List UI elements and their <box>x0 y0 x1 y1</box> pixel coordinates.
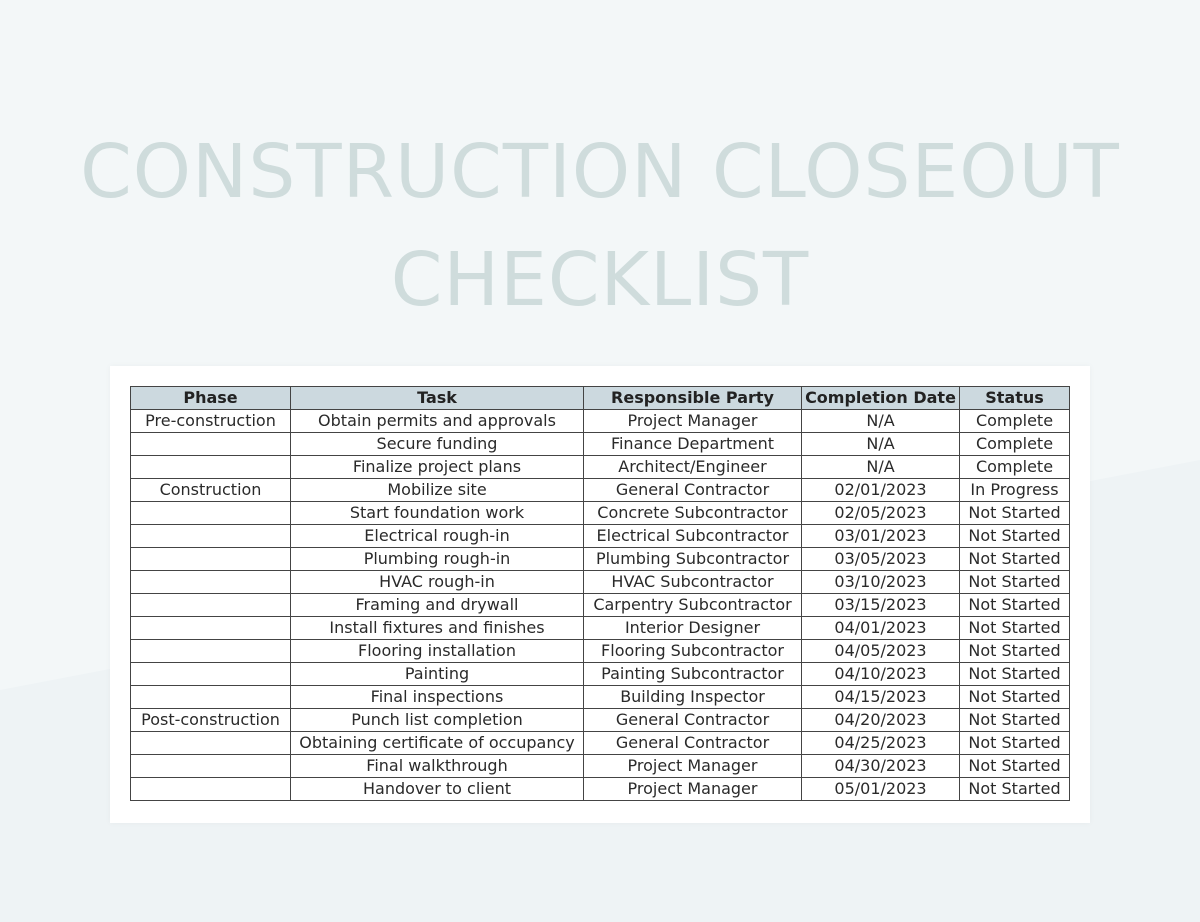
cell-phase <box>131 640 291 663</box>
cell-responsible-party: HVAC Subcontractor <box>584 571 802 594</box>
column-header-status: Status <box>960 387 1070 410</box>
cell-responsible-party: Plumbing Subcontractor <box>584 548 802 571</box>
cell-status: Complete <box>960 433 1070 456</box>
cell-responsible-party: General Contractor <box>584 709 802 732</box>
cell-task: HVAC rough-in <box>291 571 584 594</box>
cell-status: In Progress <box>960 479 1070 502</box>
cell-task: Handover to client <box>291 778 584 801</box>
cell-responsible-party: Electrical Subcontractor <box>584 525 802 548</box>
cell-task: Install fixtures and finishes <box>291 617 584 640</box>
cell-phase <box>131 433 291 456</box>
cell-task: Electrical rough-in <box>291 525 584 548</box>
cell-status: Not Started <box>960 571 1070 594</box>
cell-status: Not Started <box>960 502 1070 525</box>
cell-task: Secure funding <box>291 433 584 456</box>
cell-phase <box>131 686 291 709</box>
cell-task: Flooring installation <box>291 640 584 663</box>
table-row <box>131 686 1070 709</box>
cell-task: Mobilize site <box>291 479 584 502</box>
column-header-completion-date: Completion Date <box>802 387 960 410</box>
cell-completion-date: 03/05/2023 <box>802 548 960 571</box>
cell-status: Not Started <box>960 663 1070 686</box>
cell-task: Punch list completion <box>291 709 584 732</box>
cell-status: Not Started <box>960 548 1070 571</box>
cell-responsible-party: Flooring Subcontractor <box>584 640 802 663</box>
cell-task: Painting <box>291 663 584 686</box>
cell-phase <box>131 502 291 525</box>
cell-phase <box>131 778 291 801</box>
table-row <box>131 663 1070 686</box>
cell-phase <box>131 732 291 755</box>
cell-phase: Post-construction <box>131 709 291 732</box>
table-row <box>131 755 1070 778</box>
cell-completion-date: 05/01/2023 <box>802 778 960 801</box>
cell-phase <box>131 548 291 571</box>
cell-responsible-party: Interior Designer <box>584 617 802 640</box>
cell-phase <box>131 456 291 479</box>
table-row <box>131 502 1070 525</box>
cell-completion-date: 04/20/2023 <box>802 709 960 732</box>
cell-completion-date: 02/05/2023 <box>802 502 960 525</box>
table-row <box>131 433 1070 456</box>
cell-task: Obtaining certificate of occupancy <box>291 732 584 755</box>
table-row <box>131 525 1070 548</box>
cell-status: Complete <box>960 456 1070 479</box>
table-row <box>131 640 1070 663</box>
cell-phase: Construction <box>131 479 291 502</box>
table-row <box>131 594 1070 617</box>
table-row <box>131 548 1070 571</box>
cell-status: Not Started <box>960 732 1070 755</box>
cell-responsible-party: Project Manager <box>584 778 802 801</box>
column-header-task: Task <box>291 387 584 410</box>
cell-phase <box>131 755 291 778</box>
table-row <box>131 617 1070 640</box>
cell-completion-date: N/A <box>802 456 960 479</box>
cell-completion-date: 04/25/2023 <box>802 732 960 755</box>
cell-responsible-party: General Contractor <box>584 732 802 755</box>
cell-responsible-party: Carpentry Subcontractor <box>584 594 802 617</box>
cell-responsible-party: Project Manager <box>584 755 802 778</box>
cell-phase <box>131 617 291 640</box>
cell-phase <box>131 663 291 686</box>
table-row <box>131 709 1070 732</box>
cell-task: Obtain permits and approvals <box>291 410 584 433</box>
cell-task: Plumbing rough-in <box>291 548 584 571</box>
table-body <box>131 410 1070 801</box>
cell-completion-date: 04/05/2023 <box>802 640 960 663</box>
cell-responsible-party: General Contractor <box>584 479 802 502</box>
table-row <box>131 410 1070 433</box>
cell-status: Not Started <box>960 709 1070 732</box>
column-header-responsible-party: Responsible Party <box>584 387 802 410</box>
cell-phase <box>131 594 291 617</box>
cell-status: Not Started <box>960 686 1070 709</box>
cell-phase: Pre-construction <box>131 410 291 433</box>
table-header-row <box>131 387 1070 410</box>
cell-status: Not Started <box>960 778 1070 801</box>
cell-status: Complete <box>960 410 1070 433</box>
checklist-card <box>110 366 1090 823</box>
cell-completion-date: N/A <box>802 433 960 456</box>
cell-phase <box>131 525 291 548</box>
cell-completion-date: 03/01/2023 <box>802 525 960 548</box>
cell-responsible-party: Project Manager <box>584 410 802 433</box>
table-row <box>131 778 1070 801</box>
cell-responsible-party: Concrete Subcontractor <box>584 502 802 525</box>
cell-completion-date: 04/01/2023 <box>802 617 960 640</box>
cell-completion-date: 04/15/2023 <box>802 686 960 709</box>
cell-completion-date: 04/10/2023 <box>802 663 960 686</box>
page-title <box>0 118 1200 334</box>
cell-completion-date: N/A <box>802 410 960 433</box>
table-row <box>131 456 1070 479</box>
cell-task: Final walkthrough <box>291 755 584 778</box>
cell-completion-date: 04/30/2023 <box>802 755 960 778</box>
cell-responsible-party: Building Inspector <box>584 686 802 709</box>
cell-phase <box>131 571 291 594</box>
title-line-1: CONSTRUCTION CLOSEOUT <box>80 129 1120 215</box>
column-header-phase: Phase <box>131 387 291 410</box>
cell-responsible-party: Architect/Engineer <box>584 456 802 479</box>
cell-task: Start foundation work <box>291 502 584 525</box>
cell-responsible-party: Finance Department <box>584 433 802 456</box>
title-line-2: CHECKLIST <box>390 237 810 323</box>
table-row <box>131 479 1070 502</box>
cell-status: Not Started <box>960 755 1070 778</box>
cell-status: Not Started <box>960 640 1070 663</box>
cell-task: Framing and drywall <box>291 594 584 617</box>
cell-completion-date: 02/01/2023 <box>802 479 960 502</box>
checklist-table <box>130 386 1070 801</box>
cell-completion-date: 03/15/2023 <box>802 594 960 617</box>
cell-status: Not Started <box>960 594 1070 617</box>
cell-status: Not Started <box>960 525 1070 548</box>
cell-completion-date: 03/10/2023 <box>802 571 960 594</box>
table-row <box>131 732 1070 755</box>
cell-responsible-party: Painting Subcontractor <box>584 663 802 686</box>
cell-task: Finalize project plans <box>291 456 584 479</box>
cell-task: Final inspections <box>291 686 584 709</box>
cell-status: Not Started <box>960 617 1070 640</box>
table-row <box>131 571 1070 594</box>
